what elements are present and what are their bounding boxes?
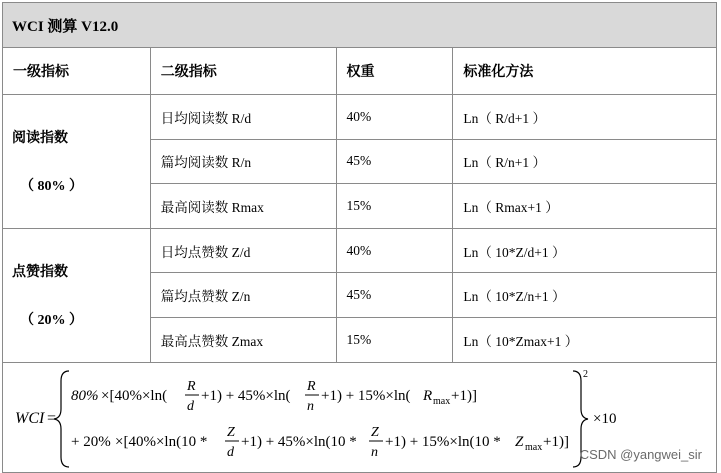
line2-close: +1)] [543,433,569,450]
line1-var: R [423,387,433,404]
table-title: WCI 测算 V12.0 [3,3,717,48]
line2-frac1-num: Z [227,424,235,440]
formula-cell [3,362,717,472]
method-cell: Ln（ R/d+1 ） [453,95,717,140]
category-share: （ 80% ） [20,179,83,195]
header-level2: 二级指标 [150,48,336,95]
left-brace [54,371,69,467]
formula-lhs: WCI [15,409,45,427]
line1-coef: 80% [71,387,99,404]
line2-var: Z [515,433,524,450]
line1-mid1: +1) + 45%×ln( [201,387,291,404]
line2-frac2-num: Z [371,424,379,440]
line2-open: ×[40%×ln(10 * [115,433,208,450]
indicator-cell: 篇均阅读数 R/n [150,139,336,184]
line1-close: +1)] [451,387,477,404]
line2-sub: max [525,441,543,453]
indicator-cell: 日均点赞数 Z/d [150,228,336,273]
line2-mid1: +1) + 45%×ln(10 * [241,433,357,450]
category-name: 点赞指数 [12,265,68,281]
weight-cell: 45% [336,139,453,184]
formula-power: 2 [583,368,588,380]
weight-cell: 40% [336,95,453,140]
weight-cell: 15% [336,184,453,229]
line1-frac2-den: n [307,398,314,414]
method-cell: Ln（ 10*Z/n+1 ） [453,273,717,318]
line1-sub: max [433,395,451,407]
category-name: 阅读指数 [12,131,68,147]
line2-frac1-den: d [227,444,234,460]
method-cell: Ln（ 10*Z/d+1 ） [453,228,717,273]
category-likes [3,228,151,362]
header-method: 标准化方法 [453,48,717,95]
line1-frac1-num: R [187,378,196,394]
formula-equals: = [47,409,57,427]
indicator-cell: 最高点赞数 Zmax [150,317,336,362]
wci-table [2,2,717,473]
line1-mid2: +1) + 15%×ln( [321,387,411,404]
line1-frac1-den: d [187,398,194,414]
indicator-cell: 篇均点赞数 Z/n [150,273,336,318]
line2-frac2-den: n [371,444,378,460]
indicator-cell: 日均阅读数 R/d [150,95,336,140]
method-cell: Ln（ 10*Zmax+1 ） [453,317,717,362]
watermark: CSDN @yangwei_sir [579,446,702,462]
header-level1: 一级指标 [3,48,151,95]
method-cell: Ln（ Rmax+1 ） [453,184,717,229]
header-weight: 权重 [336,48,453,95]
method-cell: Ln（ R/n+1 ） [453,139,717,184]
weight-cell: 40% [336,228,453,273]
indicator-cell: 最高阅读数 Rmax [150,184,336,229]
weight-cell: 45% [336,273,453,318]
category-reading [3,95,151,229]
line1-open: ×[40%×ln( [101,387,168,404]
line2-mid2: +1) + 15%×ln(10 * [385,433,501,450]
category-share: （ 20% ） [20,313,83,329]
line1-frac2-num: R [307,378,316,394]
formula-multiplier: ×10 [593,410,617,427]
line2-coef: + 20% [71,433,111,450]
weight-cell: 15% [336,317,453,362]
